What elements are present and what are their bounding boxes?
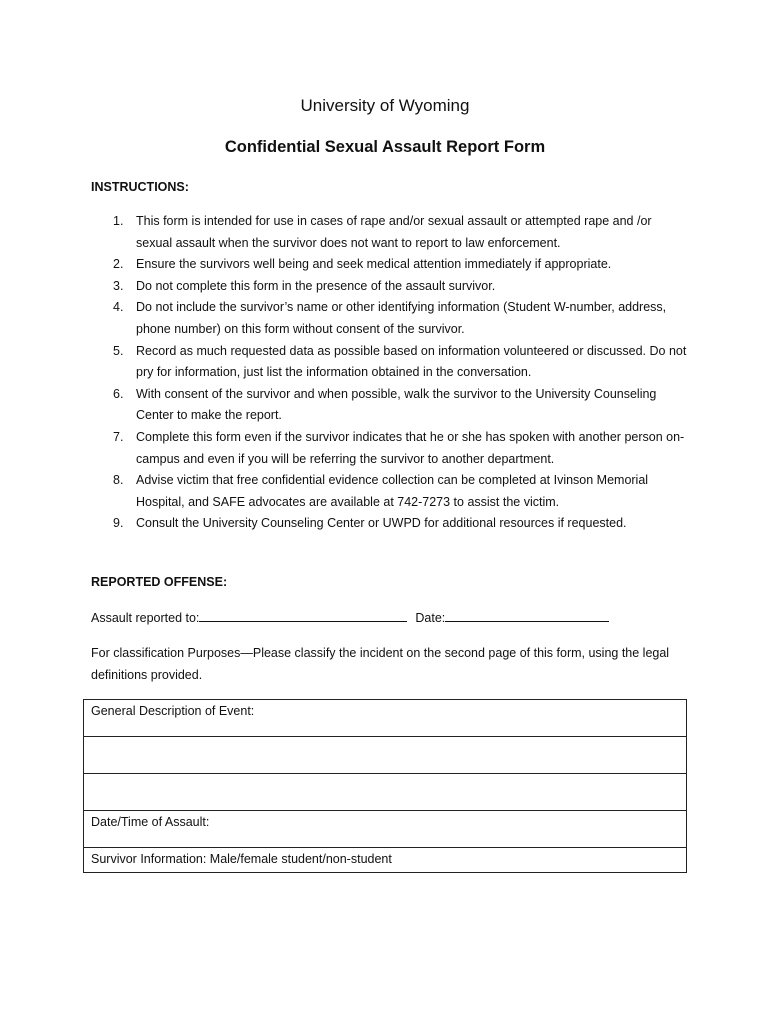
instruction-text: Record as much requested data as possible based on information volunteered or discussed. Do not pry for information, just list the information obtained in the conversation. — [136, 343, 687, 380]
instruction-number: 3. — [113, 278, 124, 293]
classification-note: For classification Purposes—Please classify the incident on the second page of this form, using the legal definitions provided. — [91, 646, 670, 682]
instruction-number: 9. — [113, 516, 124, 531]
instruction-item — [91, 276, 691, 298]
instruction-text: Ensure the survivors well being and seek medical attention immediately if appropriate. — [136, 257, 612, 272]
instruction-item — [91, 211, 691, 254]
instruction-item — [91, 341, 691, 384]
instruction-number: 4. — [113, 300, 124, 315]
table-row — [84, 848, 687, 873]
instruction-item — [91, 470, 691, 513]
instruction-text: Advise victim that free confidential evidence collection can be completed at Ivinson Memorial Hospital, and SAFE advocates are available at 742-7273 to assist the victim. — [136, 473, 649, 509]
blank-cell[interactable] — [84, 737, 687, 774]
blank-cell[interactable] — [84, 774, 687, 811]
date-field[interactable] — [445, 608, 609, 622]
date-time-cell[interactable]: Date/Time of Assault: — [84, 811, 687, 848]
survivor-info-cell[interactable]: Survivor Information: Male/female student/non-student — [84, 848, 687, 873]
table-row — [84, 774, 687, 811]
instruction-number: 5. — [113, 343, 124, 358]
instruction-number: 7. — [113, 429, 124, 444]
instruction-text: Consult the University Counseling Center or UWPD for additional resources if requested. — [136, 516, 627, 531]
form-title: Confidential Sexual Assault Report Form — [224, 138, 546, 156]
assault-reported-to-field[interactable] — [199, 608, 407, 622]
instruction-item — [91, 513, 691, 535]
instructions-list — [91, 211, 691, 535]
general-description-cell[interactable]: General Description of Event: — [84, 700, 687, 737]
instruction-text: Do not include the survivor’s name or other identifying information (Student W-number, address, phone number) on this form without consent of the survivor. — [136, 300, 667, 336]
instruction-number: 2. — [113, 257, 124, 272]
instruction-text: This form is intended for use in cases of rape and/or sexual assault or attempted rape and /or sexual assault when the survivor does not want to report to law enforcement. — [136, 214, 652, 250]
table-row — [84, 737, 687, 774]
instruction-number: 1. — [113, 214, 124, 228]
instruction-text: With consent of the survivor and when possible, walk the survivor to the University Counseling Center to make the report. — [136, 386, 657, 423]
instruction-number: 6. — [113, 386, 124, 401]
reported-offense-label: REPORTED OFFENSE: — [91, 575, 228, 589]
assault-report-row — [91, 608, 609, 625]
table-row — [84, 811, 687, 848]
instruction-number: 8. — [113, 473, 124, 488]
instruction-item — [91, 297, 691, 340]
table-row — [84, 700, 687, 737]
assault-reported-to-label: Assault reported to: — [91, 611, 200, 625]
date-label: Date: — [415, 611, 446, 625]
event-info-table — [83, 699, 687, 873]
instruction-item — [91, 254, 691, 276]
instructions-label: INSTRUCTIONS: — [91, 180, 189, 194]
instruction-item — [91, 384, 691, 427]
university-name: University of Wyoming — [300, 96, 470, 115]
instruction-item — [91, 427, 691, 470]
instruction-text: Complete this form even if the survivor indicates that he or she has spoken with another person on-campus and even if you will be referring the survivor to another department. — [136, 429, 685, 466]
instruction-text: Do not complete this form in the presence of the assault survivor. — [136, 278, 496, 293]
